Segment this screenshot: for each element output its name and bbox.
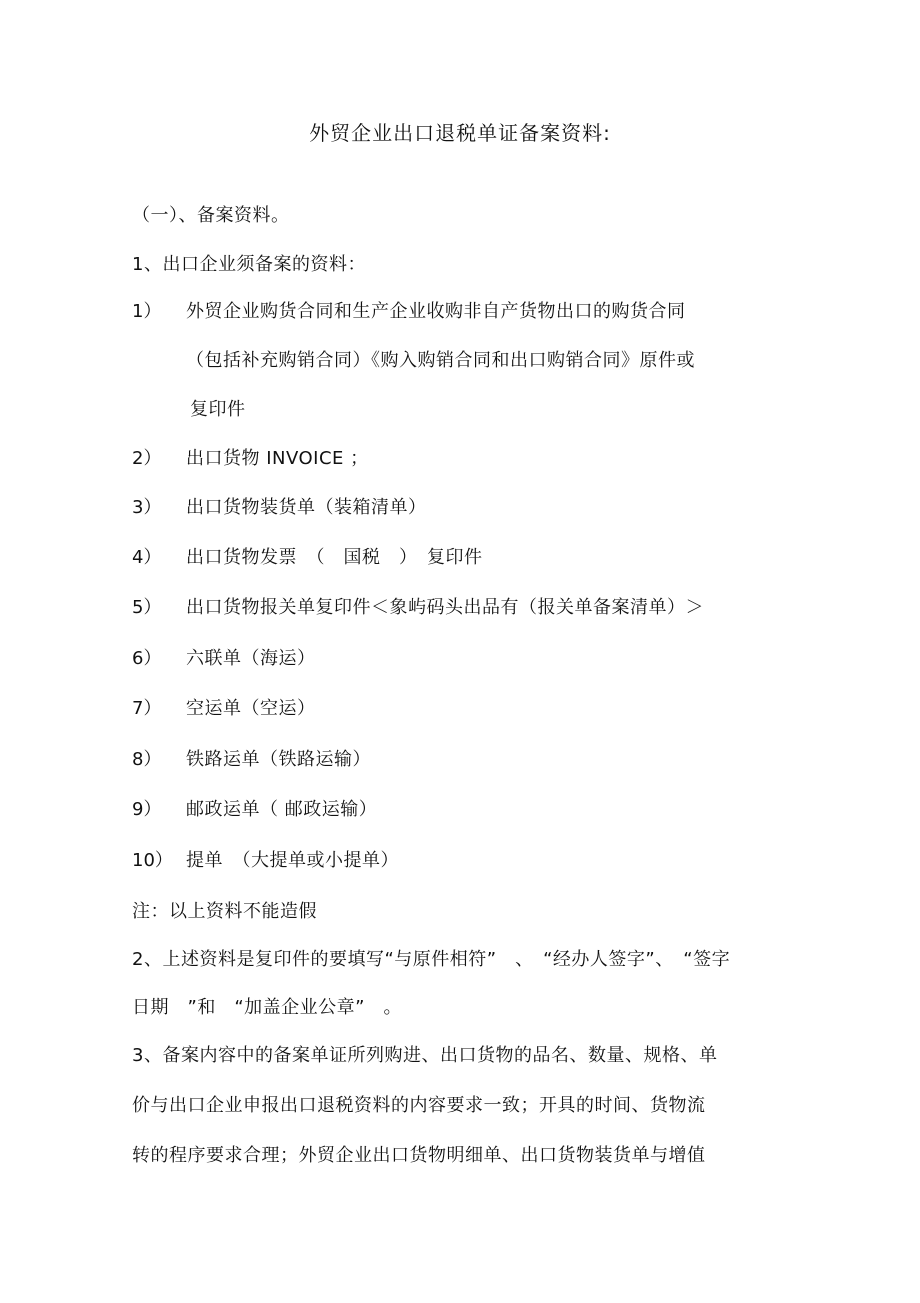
item-5-text: 出口货物报关单复印件＜象屿码头出品有（报关单备案清单）＞ [186,597,704,618]
paragraph-3-line-1: 3、备案内容中的备案单证所列购进、出口货物的品名、数量、规格、单 [132,1045,718,1066]
section-heading: （一）、备案资料。 [132,205,290,226]
item-9-number: 9） [132,799,162,820]
item-3-number: 3） [132,497,162,518]
item-10-number: 10） [132,850,173,871]
document-title: 外贸企业出口退税单证备案资料: [309,121,611,145]
item-1-text-line-2: （包括补充购销合同）《购入购销合同和出口购销合同》原件或 [186,350,695,371]
item-8-text: 铁路运单（铁路运输） [186,749,371,770]
item-6-number: 6） [132,648,162,669]
item-10-text: 提单 （大提单或小提单） [186,850,399,871]
note-text: 注：以上资料不能造假 [132,901,317,922]
item-5-number: 5） [132,597,162,618]
item-4-text: 出口货物发票 （ 国税 ） 复印件 [186,547,483,568]
item-3-text: 出口货物装货单（装箱清单） [186,497,427,518]
item-1-text-line-3: 复印件 [190,399,246,420]
item-8-number: 8） [132,749,162,770]
paragraph-2-line-1: 2、上述资料是复印件的要填写“与原件相符” 、 “经办人签字”、 “签字 [132,949,731,970]
item-4-number: 4） [132,547,162,568]
paragraph-2-line-2: 日期 ”和 “加盖企业公章” 。 [132,997,402,1018]
item-7-number: 7） [132,698,162,719]
sub-heading-1: 1、出口企业须备案的资料： [132,254,366,275]
item-1-text-line-1: 外贸企业购货合同和生产企业收购非自产货物出口的购货合同 [186,301,686,322]
item-6-text: 六联单（海运） [186,648,316,669]
item-2-number: 2） [132,448,162,469]
paragraph-3-line-2: 价与出口企业申报出口退税资料的内容要求一致；开具的时间、货物流 [132,1095,706,1116]
item-2-text: 出口货物 INVOICE ； [186,448,369,469]
item-7-text: 空运单（空运） [186,698,316,719]
item-1-number: 1） [132,301,162,322]
item-9-text: 邮政运单（ 邮政运输） [186,799,378,820]
paragraph-3-line-3: 转的程序要求合理；外贸企业出口货物明细单、出口货物装货单与增值 [132,1145,706,1166]
